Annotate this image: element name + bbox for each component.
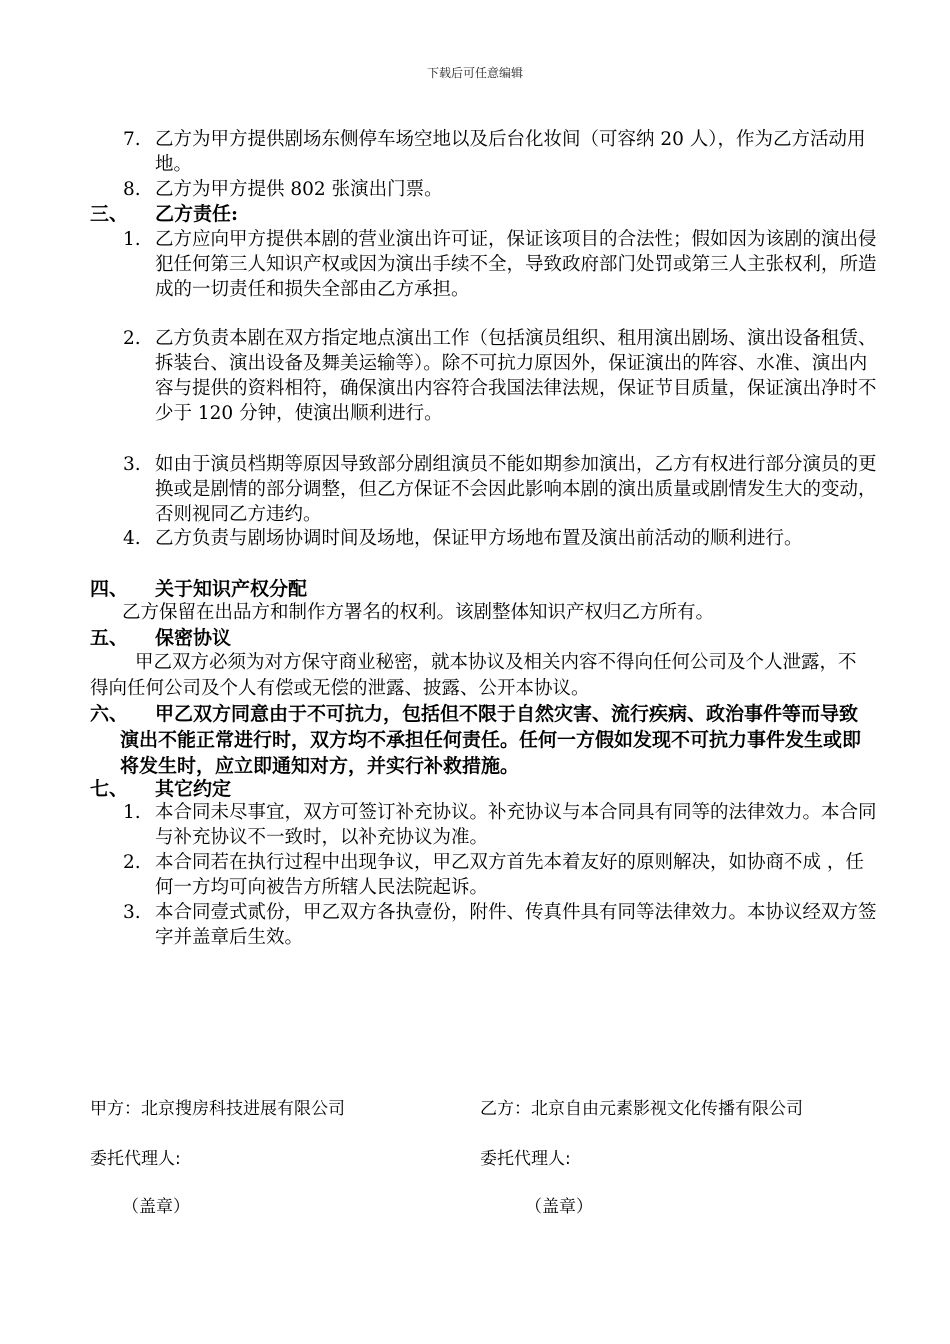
section-title: 关于知识产权分配	[155, 578, 308, 600]
list-item: 乙方为甲方提供 802 张演出门票。	[155, 179, 443, 200]
item-number: 3.	[123, 454, 141, 475]
list-item: 本合同未尽事宜，双方可签订补充协议。补充协议与本合同具有同等的法律效力。本合同与补充协议不一致时，以补充协议为准。	[155, 802, 877, 848]
item-number: 7.	[123, 129, 141, 150]
list-item: 乙方应向甲方提供本剧的营业演出许可证，保证该项目的合法性；假如因为该剧的演出侵犯任何第三人知识产权或因为演出手续不全，导致政府部门处罚或第三人主张权利，所造成的一切责任和损失全部由乙方承担。	[155, 229, 877, 300]
list-item: 本合同若在执行过程中出现争议，甲乙双方首先本着友好的原则解决，如协商不成 ，任何一方均可向被告方所辖人民法院起诉。	[155, 852, 864, 898]
item-number: 1.	[123, 802, 141, 823]
section-title: 乙方责任:	[155, 203, 239, 225]
list-item: 如由于演员档期等原因导致部分剧组演员不能如期参加演出，乙方有权进行部分演员的更换或是剧情的部分调整，但乙方保证不会因此影响本剧的演出质量或剧情发生大的变动，否则视同乙方违约。	[155, 454, 877, 525]
item-number: 2.	[123, 852, 141, 873]
list-item: 乙方负责本剧在双方指定地点演出工作（包括演员组织、租用演出剧场、演出设备租赁、拆装台、演出设备及舞美运输等）。除不可抗力原因外，保证演出的阵容、水准、演出内容与提供的资料相符，确保演出内容符合我国法律法规，保证节目质量，保证演出净时不少于 120 分钟，使演出顺利进行。	[155, 328, 877, 424]
item-number: 3.	[123, 902, 141, 923]
party-b-seal: （盖章）	[525, 1197, 593, 1217]
list-item: 乙方为甲方提供剧场东侧停车场空地以及后台化妆间（可容纳 20 人），作为乙方活动用地。	[155, 129, 866, 175]
section-number: 七、	[90, 778, 129, 800]
item-number: 1.	[123, 229, 141, 250]
section-title: 其它约定	[155, 778, 232, 800]
list-item: 本合同壹式贰份，甲乙双方各执壹份，附件、传真件具有同等法律效力。本协议经双方签字并盖章后生效。	[155, 902, 877, 948]
section-number: 六、	[90, 703, 129, 725]
item-number: 2.	[123, 328, 141, 349]
party-b-agent: 委托代理人:	[480, 1149, 571, 1169]
party-a-seal: （盖章）	[122, 1197, 190, 1217]
party-a-agent: 委托代理人:	[90, 1149, 181, 1169]
list-item: 乙方负责与剧场协调时间及场地，保证甲方场地布置及演出前活动的顺利进行。	[155, 528, 803, 549]
item-number: 8.	[123, 179, 141, 200]
party-a-name: 甲方：北京搜房科技进展有限公司	[90, 1099, 345, 1119]
section-paragraph-bold: 甲乙双方同意由于不可抗力，包括但不限于自然灾害、流行疾病、政治事件等而导致演出不能正常进行时，双方均不承担任何责任。任何一方假如发现不可抗力事件发生或即将发生时，应立即通知对方，并实行补救措施。	[120, 703, 862, 777]
party-b-name: 乙方：北京自由元素影视文化传播有限公司	[480, 1099, 803, 1119]
page-header: 下载后可任意编辑	[426, 66, 523, 80]
section-number: 五、	[90, 627, 129, 649]
section-number: 四、	[90, 578, 129, 600]
section-title: 保密协议	[155, 627, 232, 649]
section-paragraph: 乙方保留在出品方和制作方署名的权利。该剧整体知识产权归乙方所有。	[122, 602, 715, 623]
section-number: 三、	[90, 203, 129, 225]
item-number: 4.	[123, 528, 141, 549]
section-paragraph: 甲乙双方必须为对方保守商业秘密，就本协议及相关内容不得向任何公司及个人泄露，不得向任何公司及个人有偿或无偿的泄露、披露、公开本协议。	[90, 652, 857, 699]
